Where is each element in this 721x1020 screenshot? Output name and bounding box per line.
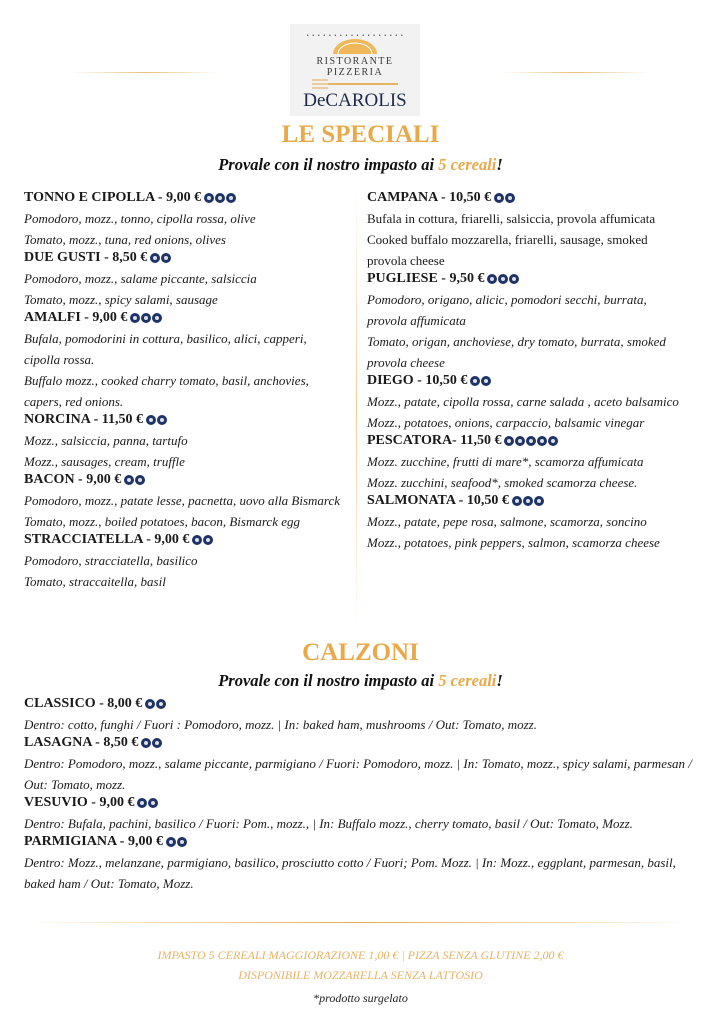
allergen-icons (166, 836, 188, 852)
allergen-icon (124, 475, 134, 485)
speciali-subtitle (0, 155, 721, 175)
menu-item-desc-en: Mozz., sausages, cream, truffle (24, 454, 185, 469)
menu-item-name: BACON - 9,00 € (24, 472, 344, 490)
allergen-icon (177, 837, 187, 847)
menu-item-desc-en: Tomato, mozz., tuna, red onions, olives (24, 232, 226, 247)
allergen-icon (487, 274, 497, 284)
menu-item-name: DIEGO - 10,50 € (367, 373, 687, 391)
subtitle-highlight: 5 cereali (438, 155, 497, 174)
menu-item-desc-en: Tomato, straccaitella, basil (24, 574, 166, 589)
menu-item-desc-en: Buffalo mozz., cooked charry tomato, basil, anchovies, capers, red onions. (24, 373, 309, 409)
allergen-icon (135, 475, 145, 485)
menu-item-desc-it: Mozz., patate, cipolla rossa, carne salada , aceto balsamico (367, 394, 679, 409)
menu-item-desc-en: Tomato, mozz., boiled potatoes, bacon, Bismarck egg (24, 514, 300, 529)
menu-item-name: AMALFI - 9,00 € (24, 310, 344, 328)
allergen-icon (523, 496, 533, 506)
allergen-icons (124, 474, 146, 490)
allergen-icon (203, 535, 213, 545)
logo-line1: RISTORANTE (316, 56, 394, 67)
allergen-icon (504, 436, 514, 446)
allergen-icon (152, 313, 162, 323)
menu-item-name: SALMONATA - 10,50 € (367, 493, 687, 511)
allergen-icon (192, 535, 202, 545)
speciali-left-column (24, 190, 344, 592)
allergen-icon (150, 253, 160, 263)
menu-item-desc-en: Cooked buffalo mozzarella, friarelli, sausage, smoked provola cheese (367, 232, 648, 268)
allergen-icon (137, 798, 147, 808)
subtitle-end: ! (496, 671, 503, 690)
allergen-icon (226, 193, 236, 203)
menu-item-name: TONNO E CIPOLLA - 9,00 € (24, 190, 344, 208)
allergen-icon (481, 376, 491, 386)
allergen-icons (494, 192, 516, 208)
allergen-icon (161, 253, 171, 263)
allergen-icons (141, 737, 163, 753)
footer-divider (24, 922, 697, 923)
menu-item-desc-en: Tomato, mozz., spicy salami, sausage (24, 292, 218, 307)
subtitle-highlight: 5 cereali (438, 671, 497, 690)
speciali-title: LE SPECIALI (281, 121, 440, 148)
allergen-icon (141, 313, 151, 323)
menu-item-desc-it: Pomodoro, origano, alicic, pomodori secchi, burrata, provola affumicata (367, 292, 647, 328)
logo-brand-name: DeCAROLIS (303, 90, 407, 111)
allergen-icons (145, 698, 167, 714)
menu-item-desc-it: Pomodoro, stracciatella, basilico (24, 553, 198, 568)
calzoni-subtitle (0, 671, 721, 691)
menu-item-desc-it: Pomodoro, mozz., patate lesse, pacnetta, uovo alla Bismarck (24, 493, 341, 508)
menu-item-desc: Dentro: Bufala, pachini, basilico / Fuori: Pom., mozz., | In: Buffalo mozz., cherry tomato, basil / Out: Tomato, Mozz. (24, 816, 633, 831)
menu-item-desc-en: Mozz. zucchini, seafood*, smoked scamorza cheese. (367, 475, 638, 490)
allergen-icon (498, 274, 508, 284)
allergen-icon (156, 699, 166, 709)
header-divider-right (500, 72, 650, 73)
allergen-icon (204, 193, 214, 203)
allergen-icon (146, 415, 156, 425)
menu-item-desc-it: Pomodoro, mozz., tonno, cipolla rossa, olive (24, 211, 256, 226)
menu-item-desc-it: Bufala, pomodorini in cottura, basilico, alici, capperi, cipolla rossa. (24, 331, 307, 367)
allergen-icons (204, 192, 237, 208)
logo-line2: PIZZERIA (326, 67, 384, 78)
allergen-icons (487, 273, 520, 289)
allergen-icons (504, 435, 559, 451)
menu-item-desc-it: Mozz., salsiccia, panna, tartufo (24, 433, 188, 448)
allergen-icon (145, 699, 155, 709)
allergen-icon (515, 436, 525, 446)
allergen-icons (137, 797, 159, 813)
menu-item-desc: Dentro: Mozz., melanzane, parmigiano, basilico, prosciutto cotto / Fuori; Pom. Mozz. | In: Mozz., eggplant, parmesan, basil, baked ham / Out: Tomato, Mozz. (24, 855, 676, 891)
menu-item-name: VESUVIO - 9,00 € (24, 795, 700, 813)
logo-tagline: • • • • • • • • • • • • • • • • • • (306, 33, 404, 39)
footnote: *prodotto surgelato (313, 991, 408, 1005)
allergen-icon (157, 415, 167, 425)
speciali-right-column (367, 190, 687, 553)
allergen-icons (150, 252, 172, 268)
logo (290, 24, 420, 116)
menu-item-desc-it: Mozz. zucchine, frutti di mare*, scamorza affumicata (367, 454, 644, 469)
allergen-icon (534, 496, 544, 506)
allergen-icons (512, 495, 545, 511)
subtitle-end: ! (496, 155, 503, 174)
allergen-icon (130, 313, 140, 323)
pizza-arch-icon (330, 36, 380, 56)
menu-item-desc: Dentro: Pomodoro, mozz., salame piccante, parmigiano / Fuori: Pomodoro, mozz. | In: Tomato, mozz., spicy salami, parmesan / Out: Tomato, mozz. (24, 756, 692, 792)
allergen-icons (192, 534, 214, 550)
allergen-icon (215, 193, 225, 203)
menu-item-desc-it: Pomodoro, mozz., salame piccante, salsiccia (24, 271, 257, 286)
menu-item-desc-en: Mozz., potatoes, pink peppers, salmon, scamorza cheese (367, 535, 660, 550)
menu-item-desc-en: Tomato, origan, anchoviese, dry tomato, burrata, smoked provola cheese (367, 334, 666, 370)
footer-line2: DISPONIBILE MOZZARELLA SENZA LATTOSIO (238, 968, 483, 982)
column-divider (356, 188, 357, 628)
allergen-icon (526, 436, 536, 446)
menu-item-name: PUGLIESE - 9,50 € (367, 271, 687, 289)
menu-item-name: PARMIGIANA - 9,00 € (24, 834, 700, 852)
allergen-icon (152, 738, 162, 748)
allergen-icon (512, 496, 522, 506)
allergen-icon (505, 193, 515, 203)
menu-item-name: PESCATORA- 11,50 € (367, 433, 687, 451)
allergen-icon (470, 376, 480, 386)
footer-line1: IMPASTO 5 CEREALI MAGGIORAZIONE 1,00 € | PIZZA SENZA GLUTINE 2,00 € (157, 948, 564, 962)
allergen-icon (548, 436, 558, 446)
menu-item-name: STRACCIATELLA - 9,00 € (24, 532, 344, 550)
menu-item-desc: Dentro: cotto, funghi / Fuori : Pomodoro, mozz. | In: baked ham, mushrooms / Out: Tomato, mozz. (24, 717, 537, 732)
allergen-icons (470, 375, 492, 391)
allergen-icon (509, 274, 519, 284)
allergen-icon (148, 798, 158, 808)
fork-icon (310, 77, 400, 91)
allergen-icons (146, 414, 168, 430)
menu-item-desc-en: Mozz., potatoes, onions, carpaccio, balsamic vinegar (367, 415, 645, 430)
allergen-icon (537, 436, 547, 446)
header-divider-left (70, 72, 220, 73)
calzoni-title: CALZONI (302, 639, 419, 666)
menu-item-name: CAMPANA - 10,50 € (367, 190, 687, 208)
subtitle-text: Provale con il nostro impasto ai (218, 155, 439, 174)
calzoni-list (24, 696, 700, 894)
menu-item-name: CLASSICO - 8,00 € (24, 696, 700, 714)
menu-item-name: NORCINA - 11,50 € (24, 412, 344, 430)
subtitle-text: Provale con il nostro impasto ai (218, 671, 439, 690)
menu-item-desc-it: Bufala in cottura, friarelli, salsiccia, provola affumicata (367, 211, 656, 226)
allergen-icon (141, 738, 151, 748)
allergen-icon (166, 837, 176, 847)
allergen-icons (130, 312, 163, 328)
allergen-icon (494, 193, 504, 203)
menu-item-desc-it: Mozz., patate, pepe rosa, salmone, scamorza, soncino (367, 514, 647, 529)
menu-item-name: DUE GUSTI - 8,50 € (24, 250, 344, 268)
menu-item-name: LASAGNA - 8,50 € (24, 735, 700, 753)
